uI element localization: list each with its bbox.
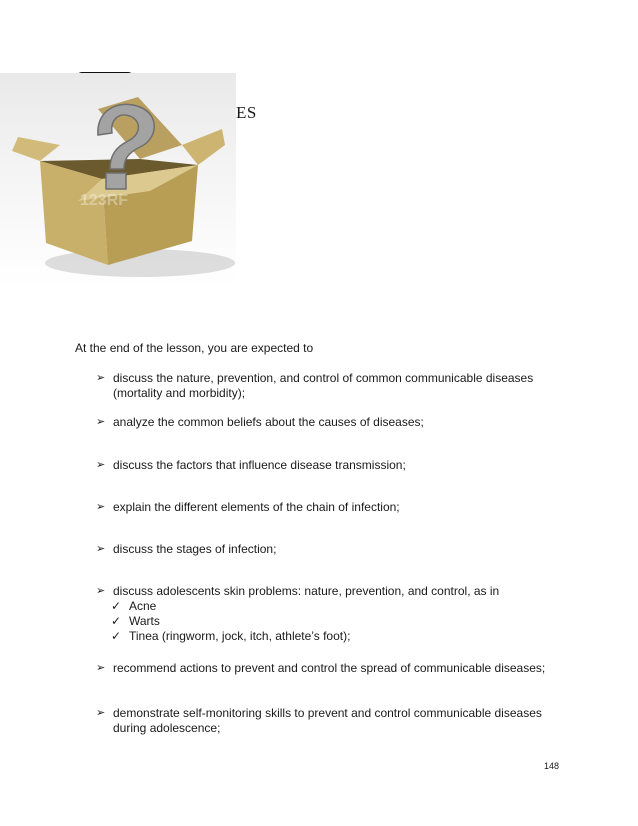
sublist-item bbox=[111, 614, 556, 629]
objective-text: demonstrate self-monitoring skills to prevent and control communicable diseases during adolescence; bbox=[113, 706, 542, 735]
checkmark-icon: ✓ bbox=[111, 599, 122, 613]
objective-text: discuss the nature, prevention, and control of common communicable diseases (mortality and morbidity); bbox=[113, 371, 534, 400]
objective-text: discuss the factors that influence disease transmission; bbox=[113, 458, 406, 472]
checkmark-icon: ✓ bbox=[111, 614, 122, 628]
objective-item bbox=[96, 458, 556, 473]
objective-item bbox=[96, 371, 556, 401]
arrow-bullet-icon: ➢ bbox=[96, 459, 106, 471]
arrow-bullet-icon: ➢ bbox=[96, 543, 106, 555]
arrow-bullet-icon: ➢ bbox=[96, 416, 106, 428]
objective-item bbox=[96, 415, 556, 430]
objective-text: discuss adolescents skin problems: nature, prevention, and control, as in bbox=[113, 584, 500, 598]
objective-item bbox=[96, 584, 556, 644]
checkmark-icon: ✓ bbox=[111, 629, 122, 643]
objective-text: analyze the common beliefs about the causes of diseases; bbox=[113, 415, 424, 429]
skin-problems-sublist bbox=[96, 599, 556, 644]
objective-item bbox=[96, 706, 556, 736]
watermark-text: 123RF bbox=[80, 192, 129, 209]
arrow-bullet-icon: ➢ bbox=[96, 501, 106, 513]
question-box-image bbox=[0, 73, 236, 287]
sublist-item-text: Warts bbox=[129, 614, 160, 628]
objective-text: explain the different elements of the chain of infection; bbox=[113, 500, 400, 514]
sublist-item-text: Acne bbox=[129, 599, 157, 613]
arrow-bullet-icon: ➢ bbox=[96, 662, 106, 674]
objective-item bbox=[96, 500, 556, 515]
sublist-item-text: Tinea (ringworm, jock, itch, athlete’s foot); bbox=[129, 629, 351, 643]
objectives-intro: At the end of the lesson, you are expected to bbox=[75, 341, 314, 355]
objective-item bbox=[96, 661, 556, 676]
arrow-bullet-icon: ➢ bbox=[96, 707, 106, 719]
sublist-item bbox=[111, 599, 556, 614]
chapter-title-fragment: ES bbox=[236, 103, 257, 122]
arrow-bullet-icon: ➢ bbox=[96, 372, 106, 384]
question-box-illustration bbox=[0, 73, 236, 287]
objective-item bbox=[96, 542, 556, 557]
page-number: 148 bbox=[544, 761, 560, 771]
objective-text: recommend actions to prevent and control the spread of communicable diseases; bbox=[113, 661, 546, 675]
objective-text: discuss the stages of infection; bbox=[113, 542, 277, 556]
sublist-item bbox=[111, 629, 556, 644]
arrow-bullet-icon: ➢ bbox=[96, 585, 106, 597]
